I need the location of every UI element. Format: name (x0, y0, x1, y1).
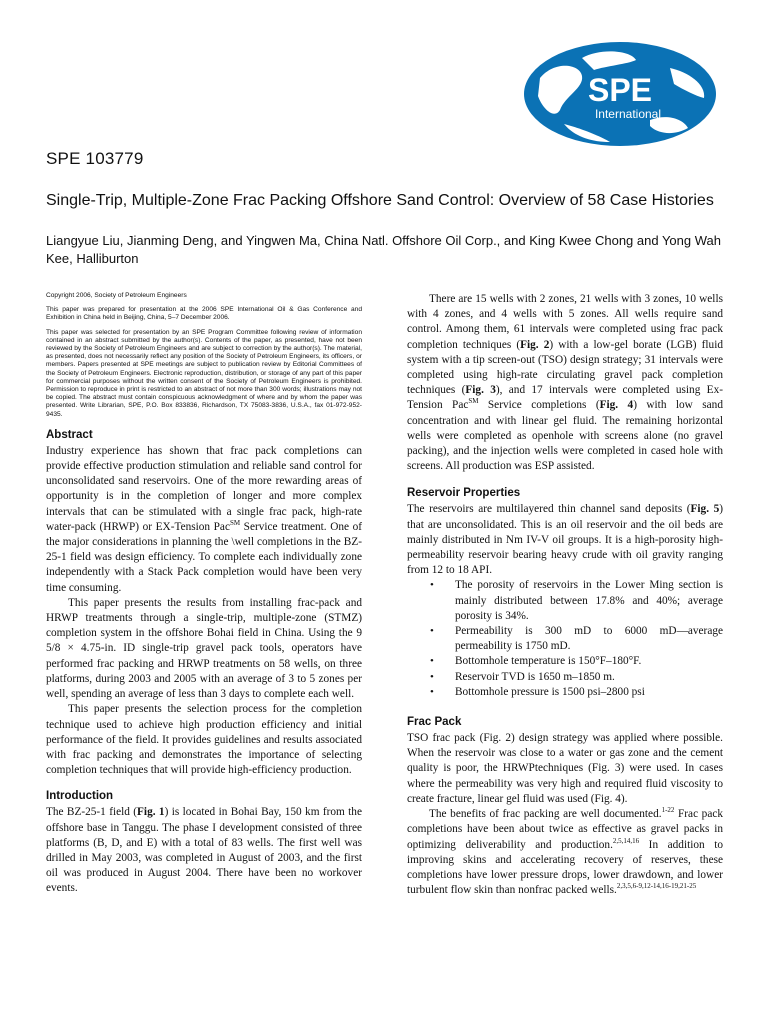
frac-pack-paragraph-2 (407, 807, 723, 898)
citation: 2,5,14,16 (612, 836, 640, 845)
logo-text-sub: International (594, 107, 662, 121)
reservoir-text-b: ) that are unconsolidated. This is an oil reservoir and the oil beds are mainly distributed in Nm IV-V oil groups. It is a high-porosity high-permeability reservoir bearing heavy crude with oil gravity ranging from 12 to 18 API. (407, 503, 723, 577)
intro-text-a: The BZ-25-1 field ( (46, 806, 138, 819)
figure-ref: Fig. 3 (465, 384, 496, 397)
abstract-heading: Abstract (46, 428, 93, 441)
left-column (46, 292, 362, 897)
abstract-paragraph-2: This paper presents the results from installing frac-pack and HRWP treatments through a single-trip, multiple-zone (STMZ) completion system in the offshore Bohai field in China. Using the 9 5/8 × 4.75-in. ID single-trip gravel pack tools, operators have performed frac packing and HRWP treatments on 58 wells, on three platforms, during 2003 and 2005 with an average of 3 to 5 zones per well, spending an average of less than 3 days to complete each well. (46, 596, 362, 701)
abstract-text-a: Industry experience has shown that frac pack completions can provide effective production stimulation and reliable sand control for unconsolidated sand reservoirs. One of the more rewarding areas of opportunity is in the completion of longer and more complex intervals that can be stimulated with a single frac pack, high-rate water-pack (HRWP) or EX-Tension Pac (46, 444, 362, 533)
introduction-paragraph-1 (46, 805, 362, 896)
well-zones-paragraph (407, 292, 723, 474)
author-list: Liangyue Liu, Jianming Deng, and Yingwen Ma, China Natl. Offshore Oil Corp., and King Kwee Chong and Yong Wah Kee, Halliburton (46, 233, 721, 266)
paper-number: SPE 103779 (46, 149, 144, 168)
reservoir-bullet-list (407, 578, 723, 700)
figure-ref: Fig. 5 (690, 503, 720, 516)
reservoir-heading: Reservoir Properties (407, 487, 521, 500)
service-mark: SM (468, 397, 479, 406)
figure-ref: Fig. 2 (520, 338, 550, 351)
reservoir-paragraph (407, 502, 723, 578)
conference-note: This paper was prepared for presentation at the 2006 SPE International Oil & Gas Conference and Exhibition in China held in Beijing, China, 5–7 December 2006. (46, 306, 362, 322)
abstract-paragraph-1 (46, 444, 362, 596)
zones-text-d: Service completions ( (478, 399, 600, 412)
zones-text-e: ) with low sand concentration and with linear gel fluid. The remaining horizontal wells were completed as openhole with screens alone (no gravel packing), and the injection wells were completed in cased hole with screens. All production was ESP assisted. (407, 399, 723, 473)
frac-pack-heading: Frac Pack (407, 716, 462, 729)
figure-ref: Fig. 1 (137, 806, 165, 819)
citation: 2,3,5,6-9,12-14,16-19,21-25 (616, 882, 697, 891)
frac-text-a: The benefits of frac packing are well documented. (429, 808, 662, 821)
list-item: • Bottomhole temperature is 150°F–180°F. (455, 654, 723, 669)
frac-pack-paragraph-1: TSO frac pack (Fig. 2) design strategy was applied where possible. When the reservoir was close to a water or gas zone and the cement quality is poor, the HRWPtechniques (Fig. 3) were used. In cases where the permeability was very high and required fluid viscosity to create fracture, linear gel fluid was used (Fig. 4). (407, 732, 723, 805)
logo-text-main: SPE (587, 72, 653, 108)
service-mark: SM (229, 519, 241, 528)
figure-ref: Fig. 4 (599, 399, 634, 412)
frac-text-b: Frac pack completions have been about twice as effective as gravel packs in optimizing deliverability and production. (407, 808, 724, 851)
right-column (407, 292, 723, 898)
paper-title: Single-Trip, Multiple-Zone Frac Packing Offshore Sand Control: Overview of 58 Case Histories (46, 192, 714, 209)
list-item: • Permeability is 300 mD to 6000 mD—average permeability is 1750 mD. (455, 624, 723, 654)
zones-text-b: ) with a low-gel borate (LGB) fluid system with a tip screen-out (TSO) design strategy; 31 intervals were completed using high-rate circulating gravel pack completion techniques ( (407, 338, 723, 397)
spe-international-logo (520, 38, 720, 150)
copyright-line: Copyright 2006, Society of Petroleum Engineers (46, 292, 187, 299)
reservoir-text-a: The reservoirs are multilayered thin channel sand deposits ( (407, 503, 691, 516)
zones-text-a: There are 15 wells with 2 zones, 21 wells with 3 zones, 10 wells with 4 zones, and 4 wells with 5 zones. All wells require sand control. Among them, 61 intervals were completed using frac pack completion techniques ( (407, 293, 723, 351)
list-item: • Reservoir TVD is 1650 m–1850 m. (455, 670, 723, 685)
frac-text-c: In addition to improving skins and accelerating recovery of reserves, these completions have lower pressure drops, lower drawdown, and lower turbulent flow skin than nonfrac packed wells. (407, 838, 723, 897)
permission-note: This paper was selected for presentation by an SPE Program Committee following review of information contained in an abstract submitted by the author(s). Contents of the paper, as presented, have not been reviewed by the Society of Petroleum Engineers and are subject to correction by the author(s). The material, as presented, does not necessarily reflect any position of the Society of Petroleum Engineers, its officers, or members. Papers presented at SPE meetings are subject to publication review by Editorial Committees of the Society of Petroleum Engineers. Electronic reproduction, distribution, or storage of any part of this paper for commercial purposes without the written consent of the Society of Petroleum Engineers is prohibited. Permission to reproduce in print is restricted to an abstract of not more than 300 words; illustrations may not be copied. The abstract must contain conspicuous acknowledgment of where and by whom the paper was presented. Write Librarian, SPE, P.O. Box 833836, Richardson, TX 75083-3836, U.S.A., fax 01-972-952-9435. (46, 328, 362, 418)
introduction-heading: Introduction (46, 790, 114, 803)
citation: 1-22 (661, 806, 675, 815)
abstract-text-b: Service treatment. One of the major considerations in planning the \well completions in the BZ-25-1 field was design efficiency. To complete each individually zone independently with a Stack Pack completion would have been very time consuming. (46, 520, 362, 594)
list-item: • Bottomhole pressure is 1500 psi–2800 psi (455, 685, 723, 700)
abstract-paragraph-3: This paper presents the selection process for the completion technique used to achieve high production efficiency and initial performance of the field. It provides guidelines and results associated with frac packing and demonstrates the importance of selecting completion techniques that will provide high-efficiency production. (46, 703, 362, 777)
zones-text-c: ), and 17 intervals were completed using Ex-Tension Pac (407, 384, 723, 412)
list-item: • The porosity of reservoirs in the Lower Ming section is mainly distributed between 17.8% and 40%; average porosity is 34%. (455, 578, 723, 624)
intro-text-b: ) is located in Bohai Bay, 150 km from the offshore base in Tanggu. The phase I development consisted of three platforms (B, D, and E) with a total of 83 wells. The first well was drilled in May 2003, was completed in August of 2003, and the first oil was produced in August 2004. There have been no workover events. (46, 806, 362, 895)
